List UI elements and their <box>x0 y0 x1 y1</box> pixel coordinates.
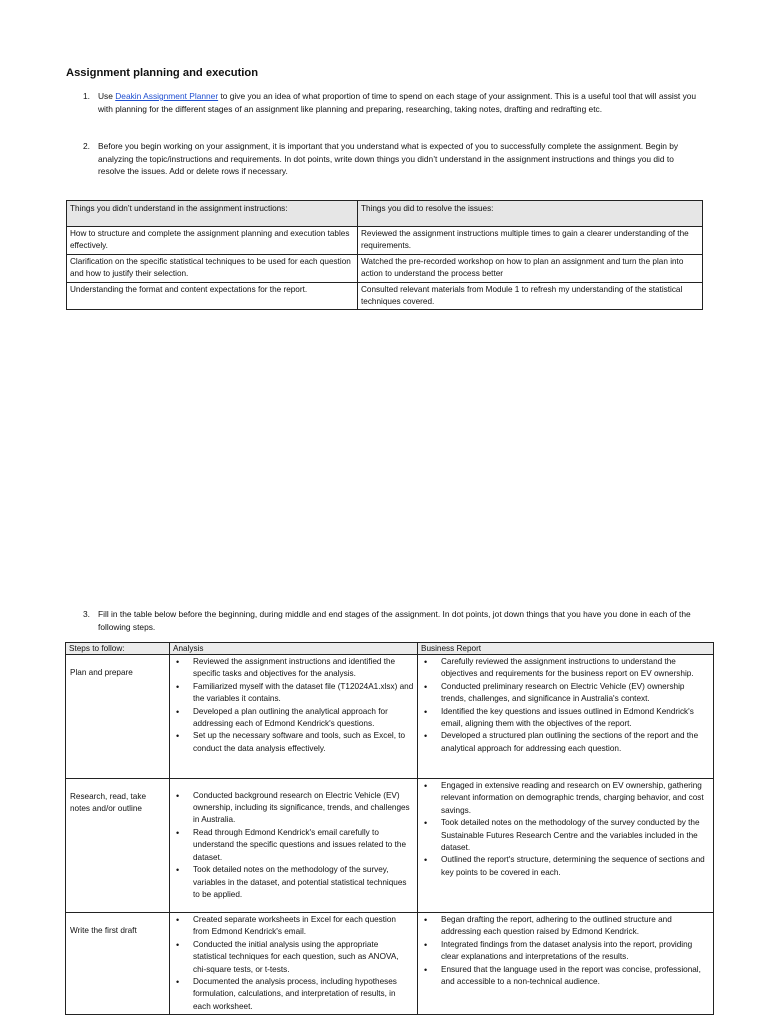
instruction-2 <box>83 140 701 178</box>
table-header-cell: Things you didn’t understand in the assignment instructions: <box>67 201 358 227</box>
bullet-item: • Integrated findings from the dataset analysis into the report, providing clear explanations and interpretations of the results. <box>441 939 710 964</box>
bullet-list <box>173 790 414 902</box>
bullet-item: • Engaged in extensive reading and research on EV ownership, gathering relevant information on demographic trends, charging behavior, and cost savings. <box>441 780 710 817</box>
bullet-item: • Read through Edmond Kendrick's email carefully to understand the specific questions and issues related to the dataset. <box>193 827 414 864</box>
table-row <box>67 254 703 282</box>
steps-table <box>65 642 714 1015</box>
table-header-cell: Things you did to resolve the issues: <box>358 201 703 227</box>
table-cell: Consulted relevant materials from Module 1 to refresh my understanding of the statistical techniques covered. <box>358 282 703 310</box>
table-cell: Watched the pre-recorded workshop on how to plan an assignment and turn the plan into action to understand the process better <box>358 254 703 282</box>
deakin-planner-link[interactable]: Deakin Assignment Planner <box>115 91 219 101</box>
instruction-3 <box>83 608 701 633</box>
table-row <box>66 913 714 1015</box>
page-title: Assignment planning and execution <box>66 67 259 79</box>
table-header-row <box>66 643 714 655</box>
bullet-item: • Created separate worksheets in Excel for each question from Edmond Kendrick's email. <box>193 914 414 939</box>
bullet-item: • Conducted preliminary research on Electric Vehicle (EV) ownership trends, challenges, and significance in Australia's context. <box>441 681 710 706</box>
instruction-text: Before you begin working on your assignment, it is important that you understand what is expected of you to successfully complete the assignment. Begin by analyzing the topic/instructions and requirements. In dot points, write down things you didn’t understand in the assignment instructions and things you did to resolve the issues. Add or delete rows if necessary. <box>98 141 679 177</box>
table-header-cell: Steps to follow: <box>66 643 170 655</box>
report-cell <box>418 779 714 913</box>
bullet-item: • Identified the key questions and issues outlined in Edmond Kendrick's email, aligning them with the objectives of the report. <box>441 706 710 731</box>
table-row <box>66 655 714 779</box>
analysis-cell <box>170 655 418 779</box>
analysis-cell <box>170 913 418 1015</box>
instruction-1 <box>83 90 701 115</box>
bullet-item: • Developed a structured plan outlining the sections of the report and the analytical approach for addressing each question. <box>441 730 710 755</box>
bullet-item: • Documented the analysis process, including hypotheses formulation, calculations, and interpretation of results, in each worksheet. <box>193 976 414 1013</box>
list-number: 3. <box>83 609 90 619</box>
bullet-list <box>173 914 414 1013</box>
list-number: 1. <box>83 91 90 101</box>
table-cell: Clarification on the specific statistical techniques to be used for each question and how to justify their selection. <box>67 254 358 282</box>
table-cell: How to structure and complete the assignment planning and execution tables effectively. <box>67 227 358 255</box>
bullet-item: • Conducted background research on Electric Vehicle (EV) ownership, including its significance, trends, and challenges in Australia. <box>193 790 414 827</box>
table-row <box>66 779 714 913</box>
table-header-cell: Analysis <box>170 643 418 655</box>
bullet-item: • Developed a plan outlining the analytical approach for addressing each of Edmond Kendrick's questions. <box>193 706 414 731</box>
bullet-item: • Took detailed notes on the methodology of the survey conducted by the Sustainable Futures Research Centre and the variables included in the dataset. <box>441 817 710 854</box>
bullet-item: • Set up the necessary software and tools, such as Excel, to conduct the data analysis effectively. <box>193 730 414 755</box>
bullet-item: • Took detailed notes on the methodology of the survey, variables in the dataset, and potential statistical techniques to be applied. <box>193 864 414 901</box>
bullet-list <box>421 780 710 879</box>
instruction-text: Use <box>98 91 116 101</box>
bullet-list <box>173 656 414 755</box>
step-cell: Write the first draft <box>66 913 170 1015</box>
bullet-item: • Ensured that the language used in the report was concise, professional, and accessible to a non-technical audience. <box>441 964 710 989</box>
bullet-list <box>421 914 710 988</box>
table-row <box>67 282 703 310</box>
table-cell: Reviewed the assignment instructions multiple times to gain a clearer understanding of the requirements. <box>358 227 703 255</box>
analysis-cell <box>170 779 418 913</box>
step-cell: Plan and prepare <box>66 655 170 779</box>
issues-table <box>66 200 703 310</box>
report-cell <box>418 655 714 779</box>
bullet-item: • Carefully reviewed the assignment instructions to understand the objectives and requirements for the business report on EV ownership. <box>441 656 710 681</box>
bullet-item: • Reviewed the assignment instructions and identified the specific tasks and objectives for the analysis. <box>193 656 414 681</box>
bullet-list <box>421 656 710 755</box>
bullet-item: • Began drafting the report, adhering to the outlined structure and addressing each question raised by Edmond Kendrick. <box>441 914 710 939</box>
bullet-item: • Familiarized myself with the dataset file (T12024A1.xlsx) and the variables it contains. <box>193 681 414 706</box>
instruction-text: to give you an idea of what proportion of time to spend on each stage of your assignment. This is a useful tool that will assist you with planning for the different stages of an assignment like planning and preparing, researching, taking notes, drafting and redrafting etc. <box>98 91 697 114</box>
instruction-text: Fill in the table below before the beginning, during middle and end stages of the assignment. In dot points, jot down things that you have you done in each of the following steps. <box>98 609 691 632</box>
bullet-item: • Conducted the initial analysis using the appropriate statistical techniques for each question, such as ANOVA, chi-square tests, or t-tests. <box>193 939 414 976</box>
bullet-item: • Outlined the report's structure, determining the sequence of sections and key points to be covered in each. <box>441 854 710 879</box>
table-row <box>67 227 703 255</box>
report-cell <box>418 913 714 1015</box>
table-cell: Understanding the format and content expectations for the report. <box>67 282 358 310</box>
table-header-cell: Business Report <box>418 643 714 655</box>
step-cell: Research, read, take notes and/or outline <box>66 779 170 913</box>
table-header-row <box>67 201 703 227</box>
list-number: 2. <box>83 141 90 151</box>
